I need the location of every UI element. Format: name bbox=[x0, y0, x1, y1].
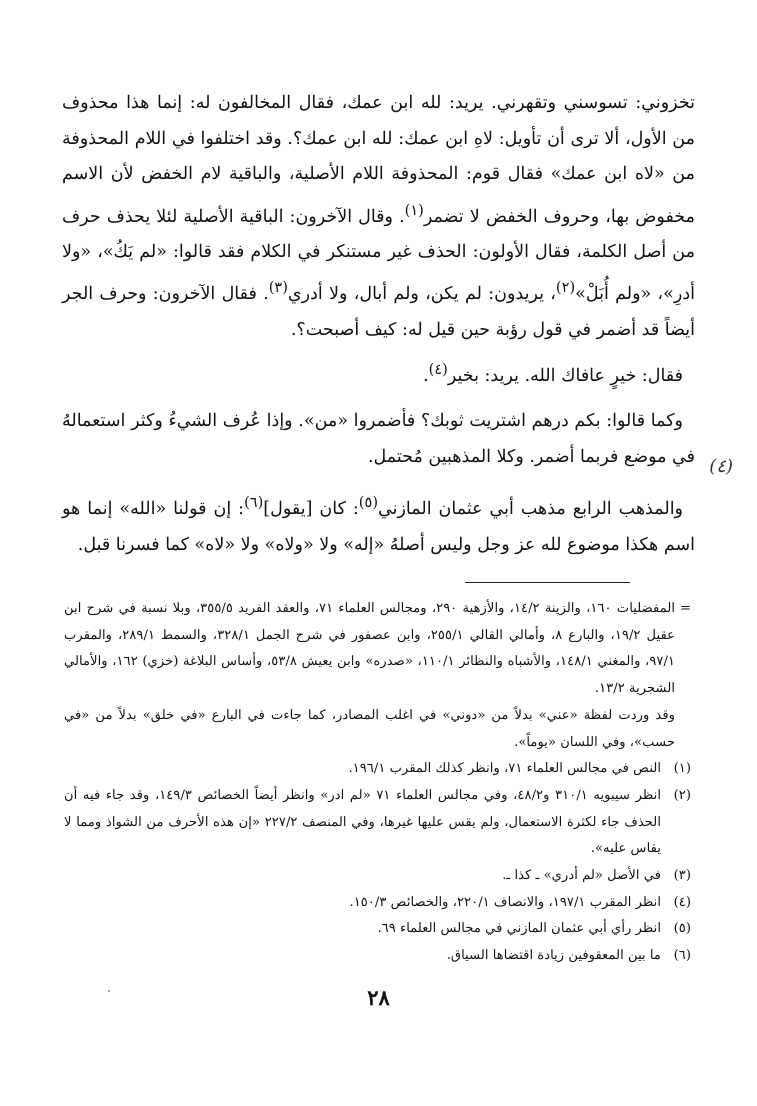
footnote-item bbox=[64, 783, 691, 863]
continuation-mark: = bbox=[679, 601, 691, 616]
paragraph-text: . وقال الآخرون: الباقية الأصلية لئلا يحذف حرف من أصل الكلمة، فقال الأولون: الحذف غير مستنكر في الكلام فقد قالوا: «لم يَكُ»، «ولا أدرِ»، «ولم أُبَلْ» bbox=[62, 206, 695, 305]
footnote-text: المفضليات ١٦٠، والزينة ١٤/٢، والأزهية ٢٩٠، ومجالس العلماء ٧١، والعقد الفريد ٣٥٥/٥، وبلا نسبة في شرح ابن عقيل ١٩/٢، والبارع ٨، وأمالي القالي ٢٥٥/١، وابن عصفور في شرح الجمل ٣٢٨/١، والسمط ٢٨٩/١، والمقرب ٩٧/١، والمغني ١٤٨/١، والأشباه والنظائر ١١٠/١، «صدره» وابن يعيش ٥٣/٨، وأساس البلاغة (خزي) ١٦٢، والأمالي الشجرية ١٣/٢. bbox=[64, 601, 676, 697]
footnote-ref-4[interactable]: (٤) bbox=[428, 361, 448, 379]
footnote-text: ما بين المعقوفين زيادة اقتضاها السياق. bbox=[446, 948, 661, 964]
footnote-item bbox=[64, 756, 691, 783]
footnote-text: انظر المقرب ١٩٧/١، والانصاف ٢٢٠/١، والخصائص ١٥٠/٣. bbox=[349, 894, 661, 910]
paragraph-1 bbox=[62, 86, 695, 348]
paragraph-text: وكما قالوا: بكم درهم اشتريت ثوبك؟ فأضمروا «من». وإذا عُرف الشيءُ وكثر استعمالهُ في موضع فربما أضمر. وكلا المذهبين مُحتمل. bbox=[62, 411, 695, 467]
paragraph-text: : كان [يقول] bbox=[263, 499, 359, 520]
footnote-number: (٢) bbox=[673, 787, 691, 803]
footnote-number: (١) bbox=[673, 761, 691, 777]
footnote-separator bbox=[465, 582, 630, 583]
footnotes bbox=[64, 596, 691, 970]
paragraph-3 bbox=[62, 404, 695, 475]
footnote-item bbox=[64, 863, 691, 890]
footnote-text: في الأصل «لم أدري» ـ كذا ـ. bbox=[502, 868, 661, 884]
paragraph-text: . فقال الآخرون: وحرف الجر أيضاً قد أضمر في قول رؤبة حين قيل له: كيف أصبحت؟. bbox=[62, 284, 695, 340]
footnote-number: (٥) bbox=[673, 921, 691, 937]
footnote-ref-2[interactable]: (٢) bbox=[555, 279, 576, 297]
paragraph-text: ، يريدون: لم يكن، ولم أبال، ولا أدري bbox=[287, 284, 556, 305]
footnote-number: (٦) bbox=[673, 948, 691, 964]
footnote-item bbox=[64, 916, 691, 943]
footnote-ref-5[interactable]: (٥) bbox=[358, 494, 379, 512]
footnote-ref-1[interactable]: (١) bbox=[404, 201, 424, 219]
paragraph-text: تخزوني: تسوسني وتقهرني. يريد: لله ابن عمك، فقال المخالفون له: إنما هذا محذوف من الأول، ألا ترى أن تأويل: لاهِ ابن عمك: لله ابن عمك؟. وقد اختلفوا في اللام المحذوفة من «لاه ابن عمك» فقال قوم: المحذوفة اللام الأصلية، والباقية لام الخفض لأن الاسم مخفوض بها، وحروف الخفض لا تضمر bbox=[62, 93, 695, 227]
footnote-note bbox=[64, 703, 691, 756]
paragraph-2 bbox=[62, 352, 695, 394]
page-number: ٢٨ bbox=[367, 985, 390, 1010]
footnote-text: انظر سيبويه ٣١٠/١ و٤٨/٢، وفي مجالس العلماء ٧١ «لم ادر» وانظر أيضاً الخصائص ١٤٩/٣، وقد جاء فيه أن الحذف جاء لكثرة الاستعمال، ولم يقس عليها غيرها، وفي المنصف ٢٢٧/٢ «إن هذه الأحرف من الشواذ ومما لا يقاس عليه». bbox=[64, 787, 661, 857]
paragraph-text: : إن قولنا «الله» إنما هو اسم هكذا موضوع لله عز وجل وليس أصلهُ «إله» ولا «ولاه» ولا «لاه» كما فسرنا قبل. bbox=[62, 499, 695, 555]
handwritten-margin-marker: (٤) bbox=[709, 456, 733, 477]
paragraph-text: والمذهب الرابع مذهب أبي عثمان المازني bbox=[378, 499, 684, 520]
footnote-number: (٣) bbox=[673, 868, 691, 884]
footnote-item bbox=[64, 890, 691, 917]
paragraph-text: فقال: خيرٍ عافاك الله. يريد: بخير bbox=[447, 365, 683, 386]
main-text bbox=[62, 86, 695, 563]
footnote-ref-6[interactable]: (٦) bbox=[244, 494, 264, 512]
paragraph-text: . bbox=[423, 365, 429, 386]
footnote-continuation bbox=[64, 596, 691, 703]
footnote-text: انظر رأي أبي عثمان المازني في مجالس العلماء ٦٩. bbox=[377, 921, 661, 937]
footnote-text: النص في مجالس العلماء ٧١، وانظر كذلك المقرب ١٩٦/١. bbox=[348, 761, 661, 777]
paragraph-4 bbox=[62, 485, 695, 563]
footnote-number: (٤) bbox=[673, 894, 691, 910]
footnote-item bbox=[64, 943, 691, 970]
footnote-text: وقد وردت لفظة «عني» بدلاً من «دوني» في اغلب المصادر، كما جاءت في البارع «في خلق» بدلاً من «في حسب»، وفي اللسان «يوماً». bbox=[64, 707, 675, 750]
footnote-ref-3[interactable]: (٣) bbox=[268, 279, 288, 297]
